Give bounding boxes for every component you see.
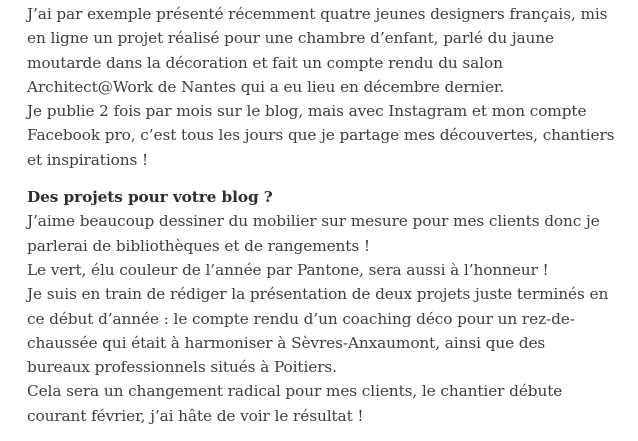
- intro-paragraph: [27, 2, 627, 172]
- text-line: J’aime beaucoup dessiner du mobilier sur mesure pour mes clients donc je: [27, 212, 600, 231]
- text-line: Je publie 2 fois par mois sur le blog, mais avec Instagram et mon compte: [27, 102, 587, 121]
- section-paragraph: [27, 185, 627, 428]
- text-line: Architect@Work de Nantes qui a eu lieu en décembre dernier.: [27, 77, 505, 96]
- paragraph-spacer: [27, 172, 627, 185]
- text-line: Cela sera un changement radical pour mes clients, le chantier débute: [27, 382, 563, 401]
- text-line: et inspirations !: [27, 150, 149, 169]
- text-line: bureaux professionnels situés à Poitiers.: [27, 358, 337, 377]
- text-line: courant février, j’ai hâte de voir le résultat !: [27, 406, 364, 425]
- section-heading: Des projets pour votre blog ?: [27, 188, 273, 207]
- text-line: Le vert, élu couleur de l’année par Pantone, sera aussi à l’honneur !: [27, 260, 549, 279]
- text-line: ce début d’année : le compte rendu d’un coaching déco pour un rez-de-: [27, 309, 575, 328]
- text-line: en ligne un projet réalisé pour une chambre d’enfant, parlé du jaune: [27, 29, 554, 48]
- article-body: [27, 2, 627, 428]
- text-line: Facebook pro, c’est tous les jours que je partage mes découvertes, chantiers: [27, 126, 615, 145]
- text-line: parlerai de bibliothèques et de rangements !: [27, 236, 370, 255]
- text-line: chaussée qui était à harmoniser à Sèvres-Anxaumont, ainsi que des: [27, 333, 546, 352]
- text-line: moutarde dans la décoration et fait un compte rendu du salon: [27, 53, 503, 72]
- text-line: Je suis en train de rédiger la présentation de deux projets juste terminés en: [27, 285, 609, 304]
- text-line: J’ai par exemple présenté récemment quatre jeunes designers français, mis: [27, 5, 608, 23]
